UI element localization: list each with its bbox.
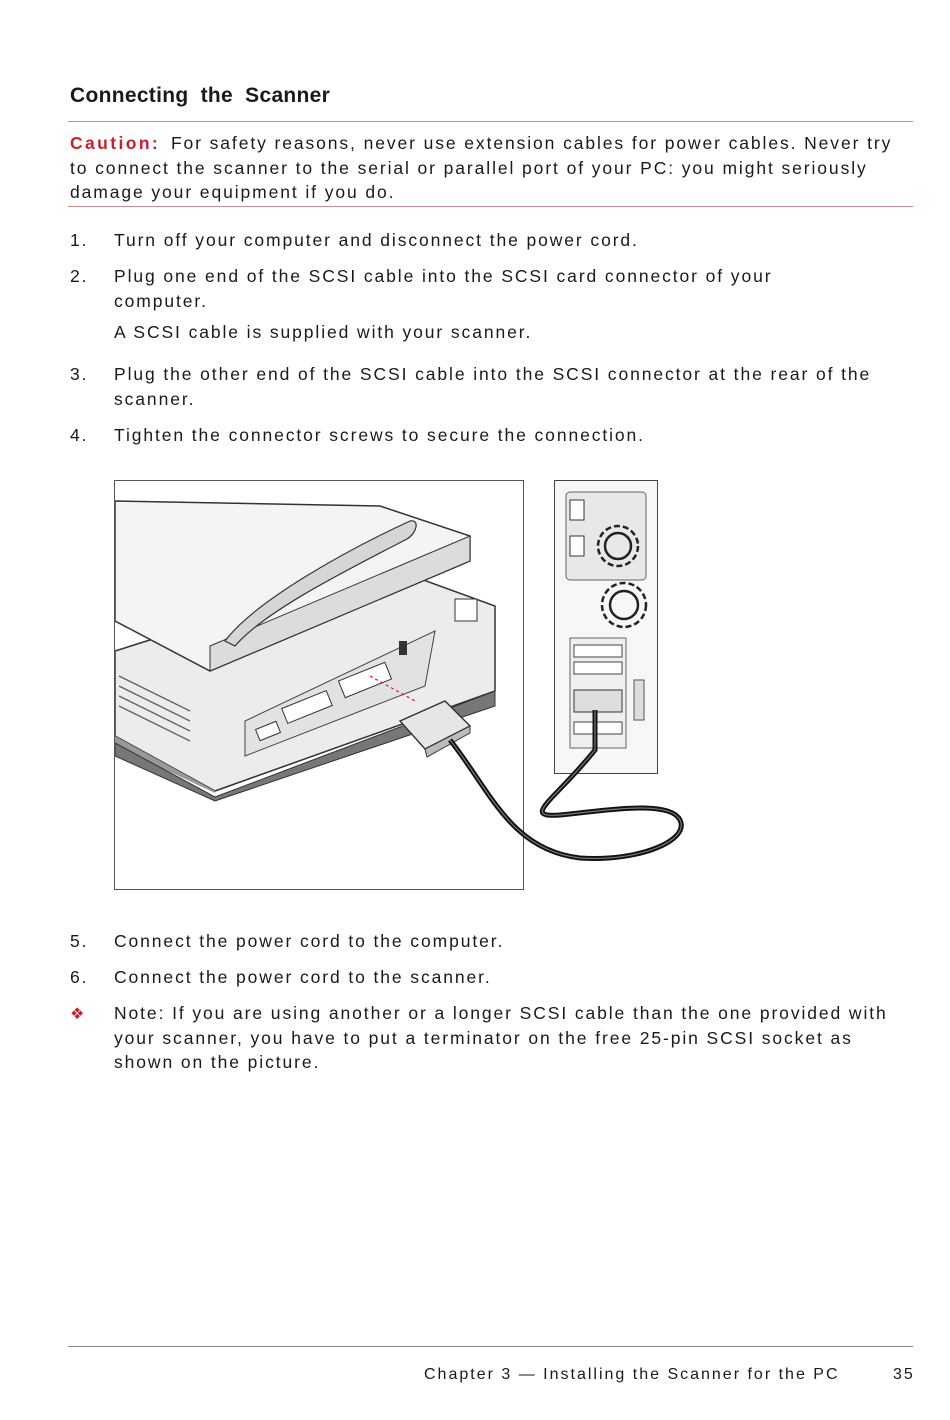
step-2-note: A SCSI cable is supplied with your scanner. [114,322,533,342]
step-6: 6. Connect the power cord to the scanner. [70,967,492,987]
step-5: 5. Connect the power cord to the computer. [70,931,505,951]
scsi-cable-illustration [380,680,700,870]
step-2: 2. Plug one end of the SCSI cable into the SCSI card connector of your computer. [70,266,773,311]
footer-rule [68,1346,913,1347]
diamond-bullet-icon: ❖ [70,1006,85,1023]
step-3: 3. Plug the other end of the SCSI cable into the SCSI connector at the rear of the scanner. [70,364,872,409]
caution-label: Caution: [70,133,161,153]
page-title: Connecting the Scanner [70,84,331,107]
footer-chapter: Chapter 3 — Installing the Scanner for the PC [424,1366,840,1383]
caution-text: For safety reasons, never use extension cables for power cables. Never try to connect the scanner to the serial or parallel port of your PC: you might seriously damage your equipment if you do. [70,133,893,202]
caution-top-rule [68,121,913,122]
page-number: 35 [893,1366,915,1383]
caution-box [70,131,910,205]
step-4: 4. Tighten the connector screws to secure the connection. [70,425,645,445]
step-1: 1. Turn off your computer and disconnect the power cord. [70,230,639,250]
caution-bottom-rule [68,206,913,207]
terminator-note: Note: If you are using another or a longer SCSI cable than the one provided with your scanner, you have to put a terminator on the free 25-pin SCSI socket as shown on the picture. [114,1003,888,1072]
